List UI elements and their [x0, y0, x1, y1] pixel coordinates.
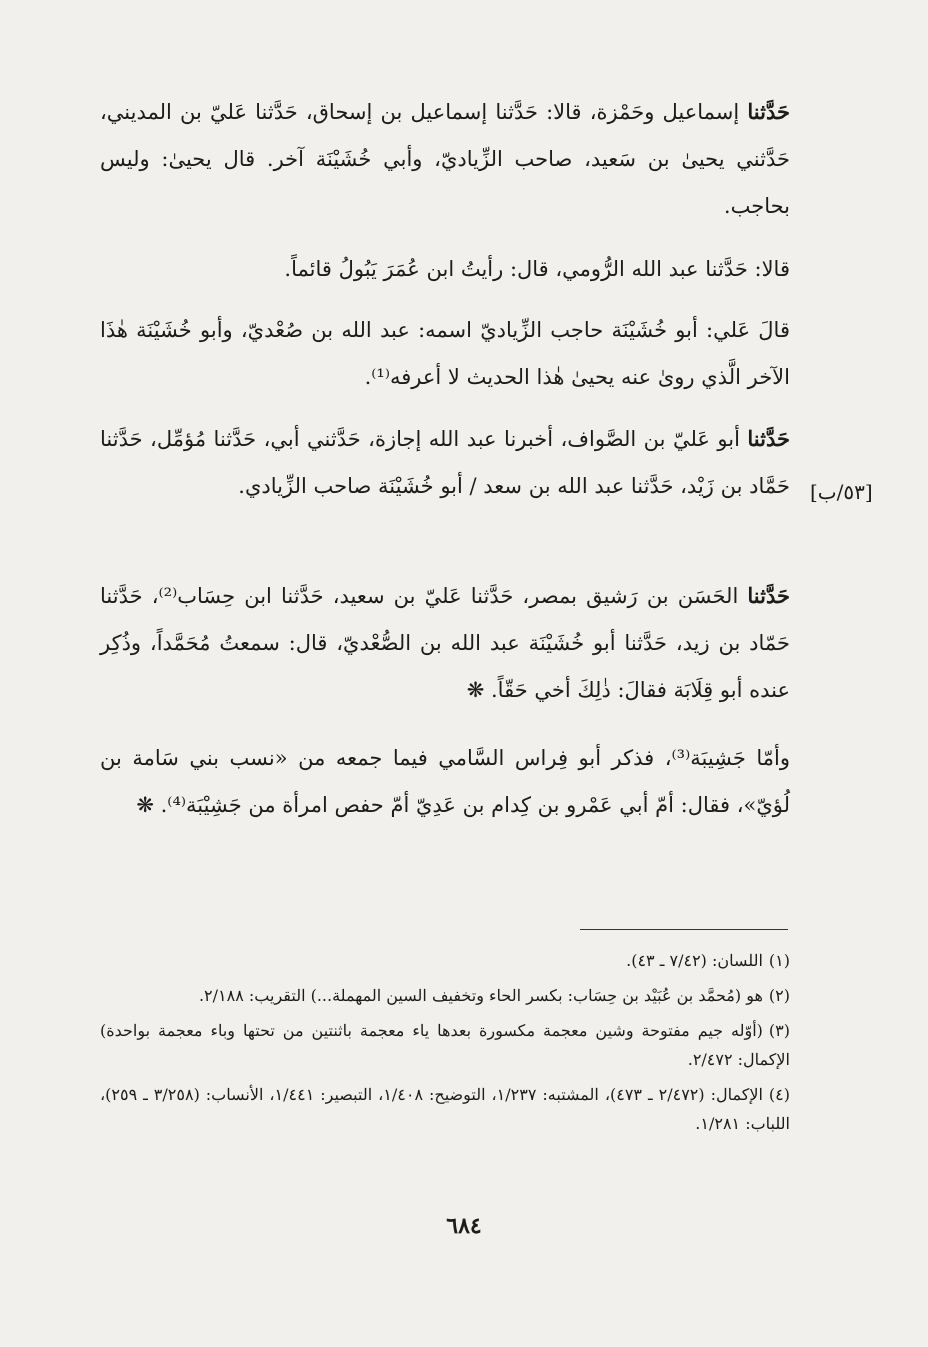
- footnote-text: هو (مُحمَّد بن عُبَيْد بن حِسَاب: بكسر الحاء وتخفيف السين المهملة...) التقريب: ٢/١٨٨.: [198, 986, 763, 1005]
- footnote-2: [100, 981, 790, 1010]
- page-number: ٦٨٤: [446, 1213, 482, 1239]
- manuscript-folio-marker: [٥٣/ب]: [810, 480, 873, 504]
- footnote-separator: [580, 929, 788, 930]
- paragraph-lead: حَدَّثنا: [747, 583, 790, 608]
- paragraph-lead: حَدَّثنا: [747, 426, 790, 451]
- paragraph-text: وأمّا جَشِيبَة⁽³⁾، فذكر أبو فِراس السَّامي فيما جمعه من «نسب بني سَامة بن لُؤيّ»، فقال: أمّ أبي عَمْرو بن كِدام بن عَدِيّ أمّ حفص امرأة من جَشِيْبَة⁽⁴⁾. ❋: [100, 746, 790, 817]
- footnote-3: [100, 1016, 790, 1074]
- paragraph-2: [100, 246, 790, 293]
- paragraph-5: [100, 572, 790, 714]
- paragraph-4: [100, 415, 790, 510]
- footnote-number: (٢): [768, 986, 790, 1005]
- paragraph-text: أبو عَليّ بن الصَّواف، أخبرنا عبد الله إجازة، حَدَّثني أبي، حَدَّثنا مُؤمِّل، حَدَّثنا حَمَّاد بن زَيْد، حَدَّثنا عبد الله بن سعد / أبو خُشَيْنَة صاحب الزِّيادي.: [100, 427, 790, 498]
- paragraph-text: إسماعيل وحَمْزة، قالا: حَدَّثنا إسماعيل بن إسحاق، حَدَّثنا عَليّ بن المديني، حَدَّثني يحيىٰ بن سَعيد، صاحب الزِّياديّ، وأبي خُشَيْنَة آخر. قال يحيىٰ: وليس بحاجب.: [100, 100, 790, 218]
- footnote-number: (٣): [768, 1021, 790, 1040]
- footnote-text: اللسان: (٧/٤٢ ـ ٤٣).: [626, 951, 763, 970]
- paragraph-lead: حَدَّثنا: [747, 99, 790, 124]
- paragraph-text: قالا: حَدَّثنا عبد الله الرُّومي، قال: رأيتُ ابن عُمَرَ يَبُولُ قائماً.: [284, 257, 790, 281]
- footnote-number: (٤): [768, 1085, 791, 1104]
- paragraph-1: [100, 88, 790, 230]
- footnote-1: [100, 946, 790, 975]
- paragraph-text: قالَ عَلي: أبو خُشَيْنَة حاجب الزِّياديّ اسمه: عبد الله بن صُعْديّ، وأبو خُشَيْنَة هٰذَا الآخر الَّذي روىٰ عنه يحيىٰ هٰذا الحديث لا أعرفه⁽¹⁾.: [100, 318, 790, 389]
- paragraph-text: الحَسَن بن رَشيق بمصر، حَدَّثنا عَليّ بن سعيد، حَدَّثنا ابن حِسَاب⁽²⁾، حَدَّثنا حَمّاد بن زيد، حَدَّثنا أبو خُشَيْنَة عبد الله بن الصُّعْديّ، قال: سمعتُ مُحَمَّداً، وذُكِر عنده أبو قِلَابَة فقالَ: ذٰلِكَ أخي حَقّاً. ❋: [100, 584, 790, 702]
- footnote-text: الإكمال: (٢/٤٧٢ ـ ٤٧٣)، المشتبه: ١/٢٣٧، التوضيح: ١/٤٠٨، التبصير: ١/٤٤١، الأنساب: (٣/٢٥٨ ـ ٢٥٩)، اللباب: ١/٢٨١.: [100, 1085, 790, 1133]
- paragraph-6: [100, 735, 790, 829]
- paragraph-3: [100, 307, 790, 401]
- footnote-number: (١): [768, 951, 790, 970]
- footnote-text: (أوّله جيم مفتوحة وشين معجمة مكسورة بعدها ياء معجمة باثنتين من تحتها وباء معجمة بواحدة) الإكمال: ٢/٤٧٢.: [100, 1021, 790, 1069]
- footnotes: [100, 946, 790, 1144]
- footnote-4: [100, 1080, 790, 1138]
